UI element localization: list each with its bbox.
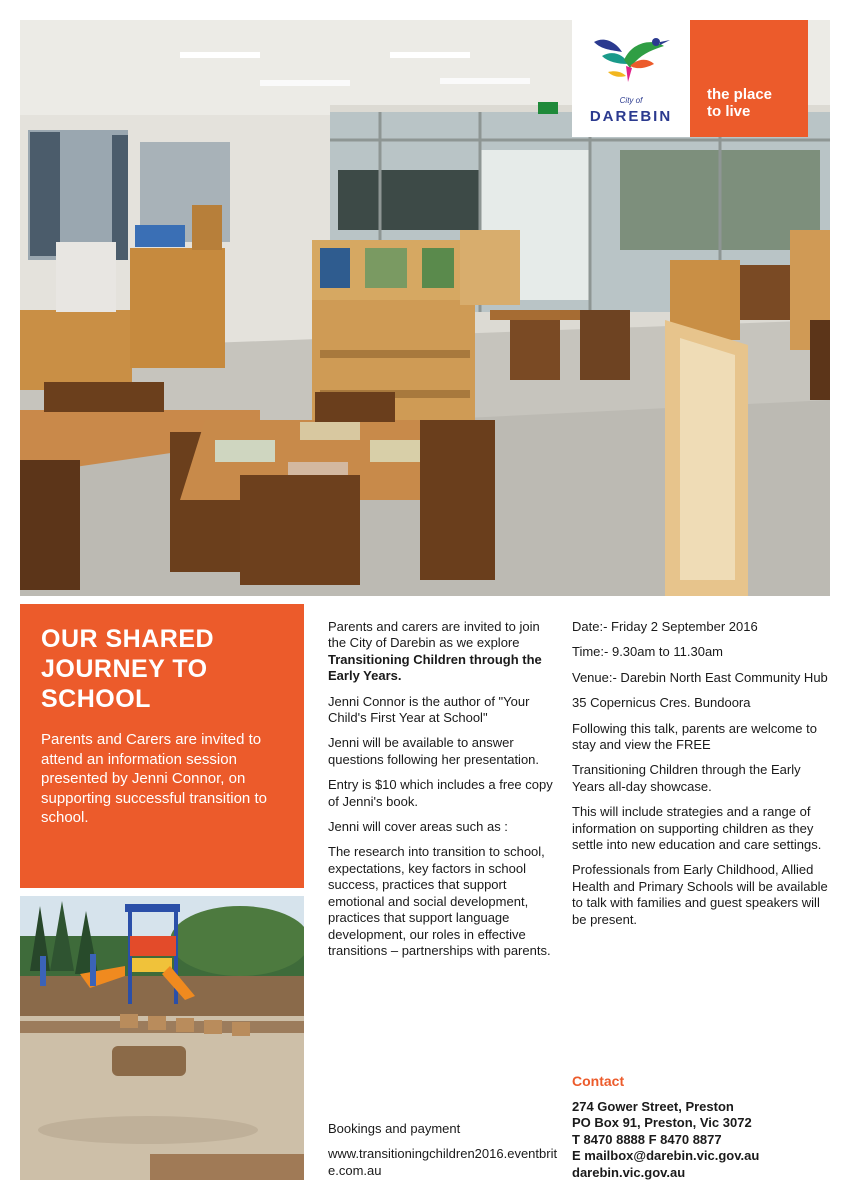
bookings-link[interactable]: www.transitioningchildren2016.eventbrite.com.au bbox=[328, 1146, 558, 1178]
following-paragraph: Following this talk, parents are welcome to stay and view the FREE bbox=[572, 720, 817, 753]
contact-email[interactable]: E mailbox@darebin.vic.gov.au bbox=[572, 1148, 760, 1164]
invitation-paragraph bbox=[328, 619, 558, 685]
city-of-label: City of bbox=[619, 96, 643, 105]
contact-phone: T 8470 8888 F 8470 8877 bbox=[572, 1131, 722, 1147]
areas-heading: Jenni will cover areas such as : bbox=[328, 819, 508, 835]
playground-photo bbox=[20, 896, 304, 1180]
right-column bbox=[572, 619, 834, 937]
title-line-2: JOURNEY TO bbox=[41, 655, 208, 683]
tagline-block bbox=[690, 20, 808, 137]
entry-paragraph: Entry is $10 which includes a free copy of Jenni's book. bbox=[328, 777, 553, 809]
invitation-text: Parents and carers are invited to join the City of Darebin as we explore bbox=[328, 619, 540, 651]
intro-text: Parents and Carers are invited to attend an information session presented by Jenni Connor, on supporting successful transition to school. bbox=[41, 731, 267, 826]
professionals-paragraph: Professionals from Early Childhood, Allied Health and Primary Schools will be available to talk with families and guest speakers will be present. bbox=[572, 862, 828, 927]
event-date: Date:- Friday 2 September 2016 bbox=[572, 619, 758, 634]
author-paragraph: Jenni Connor is the author of "Your Child's First Year at School" bbox=[328, 693, 530, 726]
title-line-3: SCHOOL bbox=[41, 685, 151, 713]
bookings-section bbox=[328, 1121, 563, 1188]
tagline-line-1: the place bbox=[707, 86, 773, 103]
playground-illustration bbox=[20, 896, 304, 1180]
event-venue: Venue:- Darebin North East Community Hub bbox=[572, 669, 828, 685]
bookings-heading: Bookings and payment bbox=[328, 1121, 461, 1136]
event-time: Time:- 9.30am to 11.30am bbox=[572, 644, 724, 660]
tagline bbox=[707, 86, 802, 120]
middle-column bbox=[328, 619, 558, 968]
title-line-1: OUR SHARED bbox=[41, 625, 215, 653]
showcase-paragraph: Transitioning Children through the Early Years all-day showcase. bbox=[572, 762, 801, 794]
tagline-line-2: to live bbox=[707, 103, 751, 120]
page-title bbox=[41, 624, 291, 714]
darebin-wordmark: DAREBIN bbox=[589, 108, 673, 125]
contact-po-box: PO Box 91, Preston, Vic 3072 bbox=[572, 1115, 752, 1131]
bird-logo-icon bbox=[572, 20, 690, 100]
program-name: Transitioning Children through the Early Years. bbox=[328, 651, 542, 684]
areas-paragraph: The research into transition to school, expectations, key factors in school success, practices that support emotional and social development, practices that support language development, our roles in effective transitions – partnerships with parents. bbox=[328, 844, 551, 958]
strategies-paragraph: This will include strategies and a range of information on supporting children as they settle into new education and care settings. bbox=[572, 804, 822, 853]
contact-website[interactable]: darebin.vic.gov.au bbox=[572, 1164, 686, 1180]
contact-heading: Contact bbox=[572, 1073, 625, 1089]
event-address: 35 Copernicus Cres. Bundoora bbox=[572, 695, 751, 711]
darebin-logo bbox=[572, 20, 690, 137]
questions-paragraph: Jenni will be available to answer questions following her presentation. bbox=[328, 735, 540, 767]
title-panel bbox=[20, 604, 304, 888]
contact-street: 274 Gower Street, Preston bbox=[572, 1098, 734, 1114]
contact-section bbox=[572, 1073, 822, 1182]
